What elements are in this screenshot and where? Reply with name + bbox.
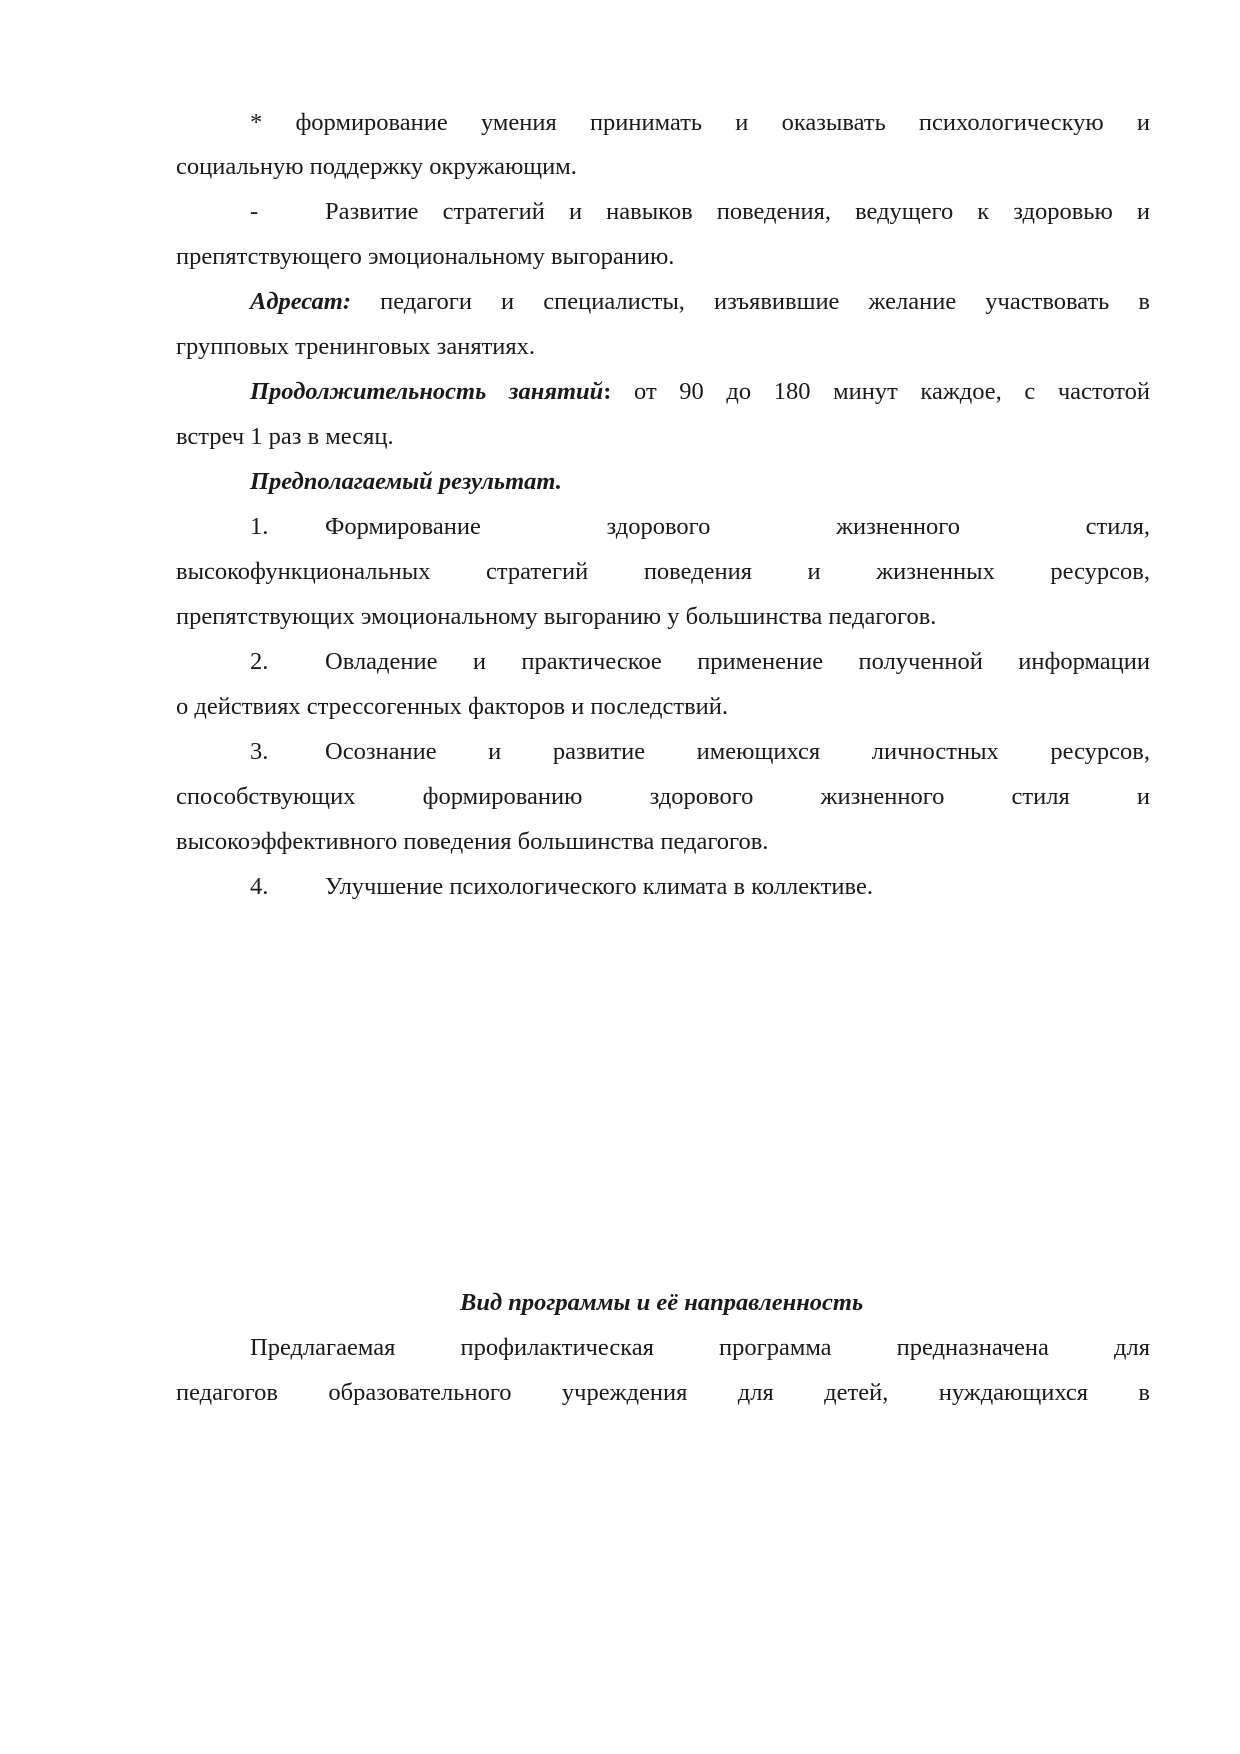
list-item-number: 2. bbox=[250, 648, 269, 675]
list-item-number: 4. bbox=[250, 873, 269, 900]
list-item-1-line-1: Формирование здорового жизненного стиля, bbox=[325, 513, 1150, 540]
bullet-text: формирование умения принимать и оказывать психологическую и bbox=[295, 109, 1150, 136]
list-item-3-line-1: Осознание и развитие имеющихся личностных ресурсов, bbox=[325, 738, 1150, 765]
bullet-item-line-1 bbox=[250, 108, 1150, 138]
addressee-line-1 bbox=[250, 287, 1150, 317]
dash-item-line-1: Развитие стратегий и навыков поведения, ведущего к здоровью и bbox=[325, 198, 1150, 225]
section-paragraph-line-1: Предлагаемая профилактическая программа предназначена для bbox=[250, 1334, 1150, 1361]
duration-line-2: встреч 1 раз в месяц. bbox=[176, 423, 394, 450]
expected-result-heading: Предполагаемый результат. bbox=[250, 468, 562, 495]
list-item-1-line-3: препятствующих эмоциональному выгоранию у большинства педагогов. bbox=[176, 603, 937, 630]
list-item-3-line-3: высокоэффективного поведения большинства педагогов. bbox=[176, 828, 769, 855]
bullet-marker: * bbox=[250, 109, 263, 136]
addressee-label: Адресат: bbox=[250, 288, 352, 315]
list-item-3-line-2: способствующих формированию здорового жизненного стиля и bbox=[176, 783, 1150, 810]
dash-item-line-2: препятствующего эмоциональному выгоранию. bbox=[176, 243, 675, 270]
list-item-2-line-1: Овладение и практическое применение полученной информации bbox=[325, 648, 1150, 675]
duration-text: от 90 до 180 минут каждое, с частотой bbox=[611, 378, 1150, 405]
dash-marker: - bbox=[250, 198, 259, 225]
addressee-text: педагоги и специалисты, изъявившие желание участвовать в bbox=[351, 288, 1150, 315]
duration-line-1 bbox=[250, 377, 1150, 407]
duration-label: Продолжительность занятий bbox=[250, 378, 604, 405]
list-item-4-line-1: Улучшение психологического климата в коллективе. bbox=[325, 873, 873, 900]
list-item-2-line-2: о действиях стрессогенных факторов и последствий. bbox=[176, 693, 728, 720]
addressee-line-2: групповых тренинговых занятиях. bbox=[176, 333, 536, 360]
list-item-number: 1. bbox=[250, 513, 269, 540]
list-item-1-line-2: высокофункциональных стратегий поведения и жизненных ресурсов, bbox=[176, 558, 1150, 585]
bullet-item-line-2: социальную поддержку окружающим. bbox=[176, 153, 577, 180]
duration-colon: : bbox=[603, 378, 612, 405]
list-item-number: 3. bbox=[250, 738, 269, 765]
section-paragraph-line-2: педагогов образовательного учреждения для детей, нуждающихся в bbox=[176, 1379, 1150, 1406]
section-heading: Вид программы и её направленность bbox=[460, 1289, 864, 1316]
